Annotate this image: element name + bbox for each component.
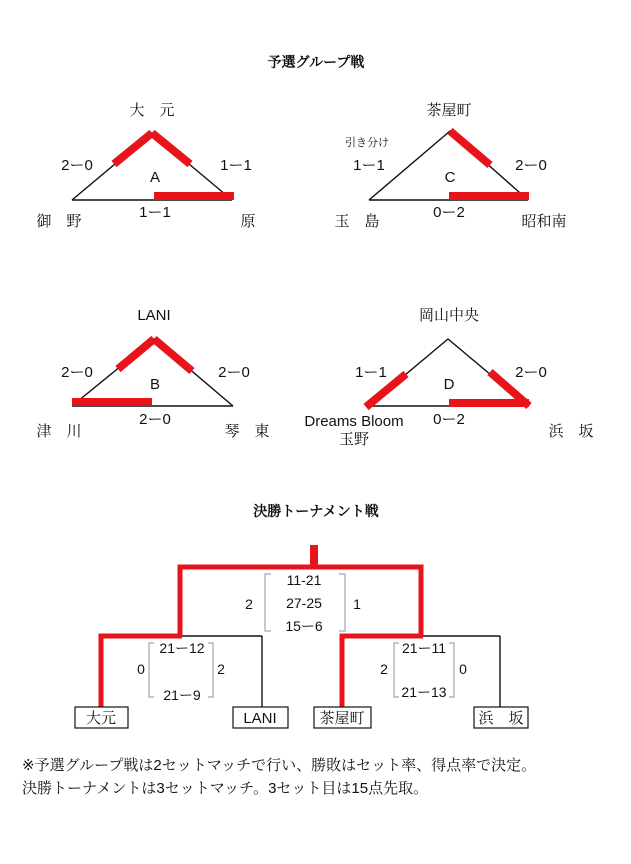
final-set-3: 15ー6 bbox=[285, 618, 323, 634]
semi-left-bracket-left bbox=[149, 643, 154, 697]
group-b-right-team: 琴 東 bbox=[224, 423, 270, 440]
final-set-1: 11-21 bbox=[286, 572, 322, 588]
group-c-top-team: 茶屋町 bbox=[426, 102, 472, 119]
group-c-left-team: 玉 島 bbox=[334, 213, 380, 230]
semi-right-left-sets: 2 bbox=[380, 661, 388, 677]
semi-right-bracket-left bbox=[394, 643, 399, 697]
group-a-label: A bbox=[149, 169, 161, 186]
group-d-left-score: 1ー1 bbox=[355, 364, 387, 381]
group-a-right-team: 原 bbox=[240, 213, 256, 230]
final-set-2: 27-25 bbox=[286, 595, 322, 611]
final-left-sets: 2 bbox=[245, 596, 253, 612]
group-a-left-team: 御 野 bbox=[36, 213, 82, 230]
group-b-win-right bbox=[154, 339, 192, 371]
semi-right-set-1: 21ー11 bbox=[401, 640, 447, 656]
group-c-note: 引き分け bbox=[345, 137, 389, 149]
group-c-label: C bbox=[444, 169, 456, 186]
group-b bbox=[36, 307, 269, 440]
group-d-label: D bbox=[443, 376, 455, 393]
group-c bbox=[334, 101, 566, 230]
group-c-right-score: 2ー0 bbox=[515, 157, 547, 174]
group-b-right-score: 2ー0 bbox=[218, 364, 250, 381]
group-b-left-team: 津 川 bbox=[36, 423, 82, 440]
semi-right-right-sets: 0 bbox=[459, 661, 467, 677]
semi-left-set-2: 21ー9 bbox=[163, 687, 201, 703]
group-b-triangle-sides bbox=[72, 339, 233, 406]
group-b-left-score: 2ー0 bbox=[61, 364, 93, 381]
group-a-left-score: 2ー0 bbox=[61, 157, 93, 174]
semi-left-right-sets: 2 bbox=[217, 661, 225, 677]
group-d-left-team-line2: 玉野 bbox=[338, 431, 370, 448]
team-chayamachi: 茶屋町 bbox=[319, 710, 365, 727]
group-c-bottom-score: 0ー2 bbox=[433, 204, 465, 221]
group-c-right-team: 昭和南 bbox=[521, 213, 567, 230]
tournament-bracket bbox=[75, 545, 528, 728]
group-d-right-team: 浜 坂 bbox=[548, 423, 594, 440]
group-b-bottom-score: 2ー0 bbox=[139, 411, 171, 428]
group-d-right-score: 2ー0 bbox=[515, 364, 547, 381]
semi-left-left-sets: 0 bbox=[137, 661, 145, 677]
group-c-left-score: 1ー1 bbox=[353, 157, 385, 174]
group-b-win-left bbox=[118, 339, 154, 369]
group-a-win-left bbox=[114, 133, 152, 164]
group-b-label: B bbox=[149, 376, 161, 393]
group-a-triangle-sides bbox=[72, 133, 232, 200]
team-omoto: 大元 bbox=[85, 710, 117, 727]
group-d bbox=[304, 307, 593, 448]
semi-right-bracket-right bbox=[449, 643, 454, 697]
final-title: 決勝トーナメント戦 bbox=[253, 503, 379, 519]
group-a-win-right bbox=[152, 133, 190, 164]
group-b-top-team: LANI bbox=[137, 307, 171, 324]
group-d-triangle-sides bbox=[368, 339, 528, 406]
group-a bbox=[36, 102, 255, 230]
group-a-right-score: 1ー1 bbox=[220, 157, 252, 174]
semi-right-set-2: 21ー13 bbox=[401, 684, 447, 700]
group-d-top-team: 岡山中央 bbox=[418, 307, 480, 324]
group-a-top-team: 大 元 bbox=[129, 102, 175, 119]
group-c-win-right bbox=[450, 131, 490, 165]
group-a-bottom-score: 1ー1 bbox=[139, 204, 171, 221]
team-lani: LANI bbox=[243, 710, 277, 727]
final-right-sets: 1 bbox=[353, 596, 361, 612]
group-d-left-team: Dreams Bloom bbox=[304, 413, 404, 430]
prelim-title: 予選グループ戦 bbox=[267, 54, 365, 70]
group-c-triangle-sides bbox=[369, 131, 528, 200]
final-bracket-left bbox=[265, 574, 271, 631]
note-line-2: 決勝トーナメントは3セットマッチ。3セット目は15点先取。 bbox=[22, 780, 429, 797]
note-line-1: ※予選グループ戦は2セットマッチで行い、勝敗はセット率、得点率で決定。 bbox=[22, 757, 537, 774]
semi-left-set-1: 21ー12 bbox=[159, 640, 205, 656]
group-d-bottom-score: 0ー2 bbox=[433, 411, 465, 428]
final-bracket-right bbox=[339, 574, 345, 631]
semi-left-bracket-right bbox=[208, 643, 213, 697]
team-hamasaka: 浜 坂 bbox=[478, 710, 524, 727]
